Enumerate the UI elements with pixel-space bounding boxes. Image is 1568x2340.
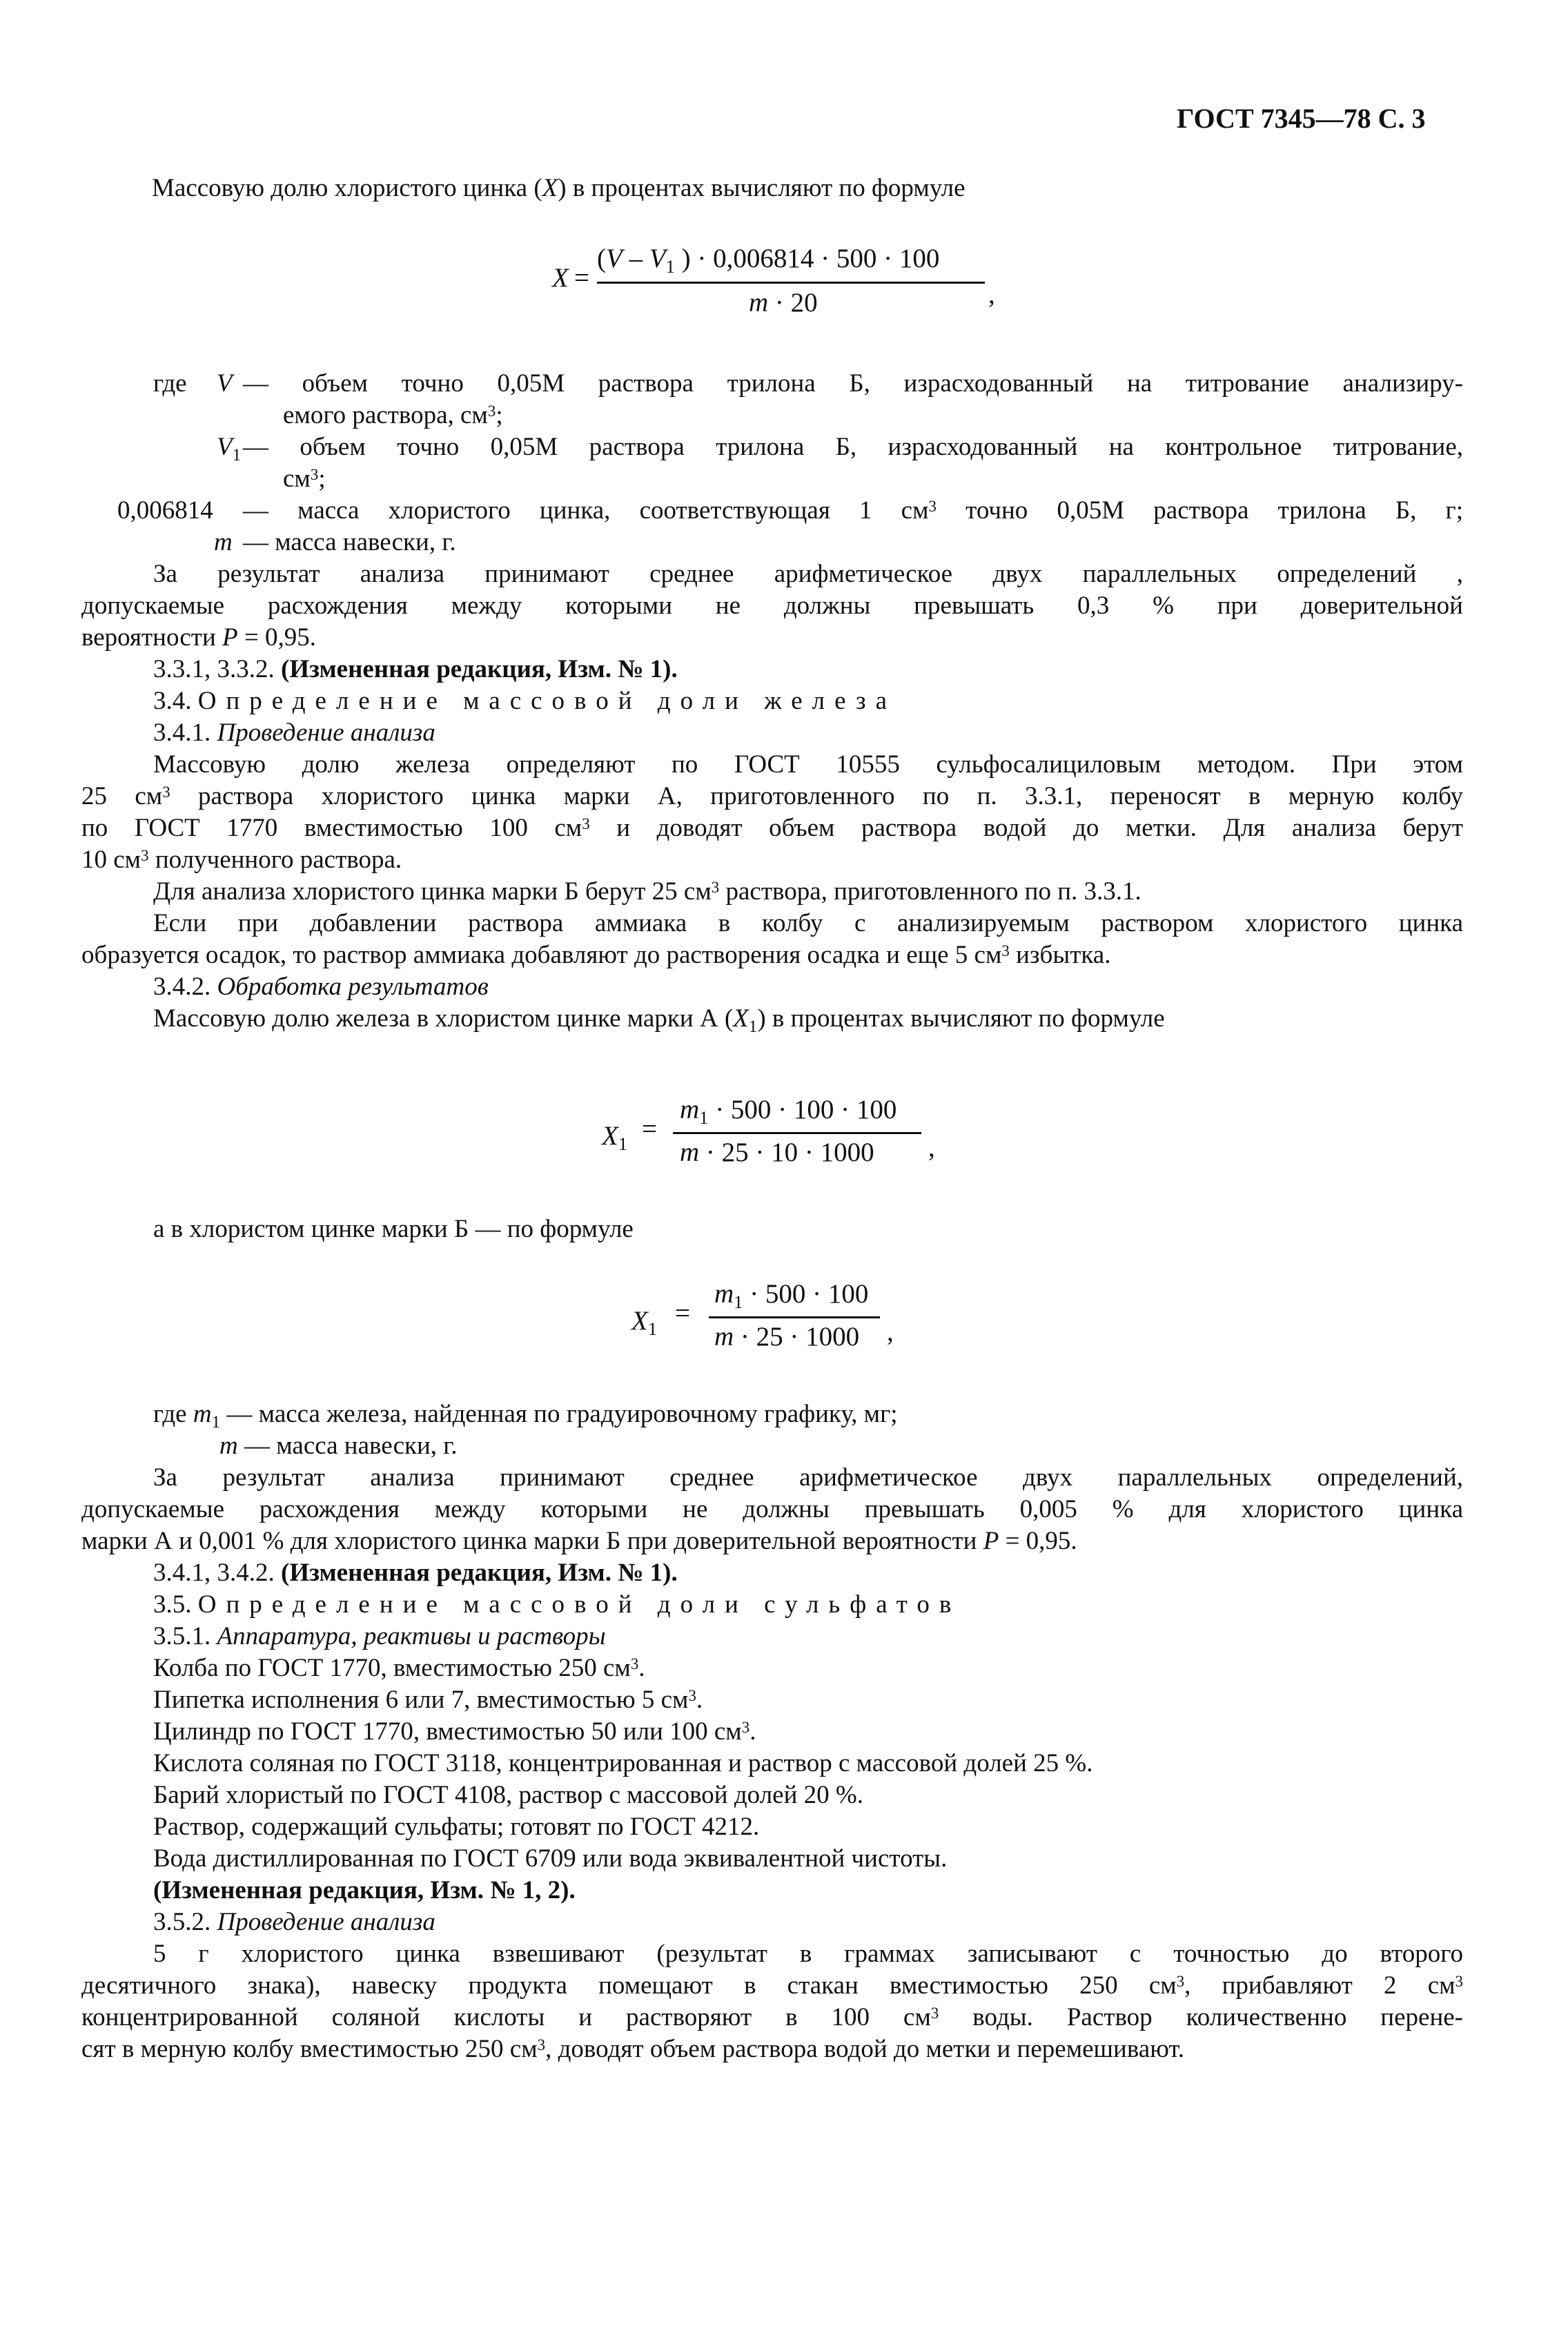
between-formulas: а в хлористом цинке марки Б — по формуле: [153, 1215, 634, 1243]
subsection-heading-3-4-2: 3.4.2. Обработка результатов: [153, 973, 489, 1001]
equipment-item: Колба по ГОСТ 1770, вместимостью 250 $см^3$.: [153, 1654, 645, 1682]
final-line2: десятичного знака), навеску продукта помещают в стакан вместимостью 250 $см^3$, прибавляют 2 $см^3$: [81, 1971, 1463, 2000]
formula3-comma: ,: [887, 1317, 894, 1347]
formula1-eq: =: [574, 263, 589, 293]
formula3-fraction-bar: [709, 1316, 880, 1318]
formula-intro: Массовую долю хлористого цинка (X) в процентах вычисляют по формуле: [152, 174, 966, 202]
result2-line2: допускаемые расхождения между которыми не должны превышать 0,005 % для хлористого цинка: [81, 1495, 1463, 1523]
final-line4: сят в мерную колбу вместимостью 250 $см^3$, доводят объем раствора водой до метки и перемешивают.: [81, 2035, 1185, 2063]
formula1-numerator: ($V - V_1$ ) · 0,006814 · 500 · 100: [597, 244, 940, 277]
formula2-numerator: $m_1 \cdot 500 \cdot 100 \cdot 100$: [680, 1095, 897, 1128]
equipment-item: Кислота соляная по ГОСТ 3118, концентрированная и раствор с массовой долей 25 %.: [153, 1749, 1093, 1777]
result1-line3: вероятности P = 0,95.: [81, 623, 317, 652]
amendment-note-351: (Измененная редакция, Изм. № 1, 2).: [153, 1876, 576, 1904]
formula1-fraction-bar: [597, 282, 985, 284]
formula3-eq: =: [675, 1298, 690, 1328]
amendment-note-3412: 3.4.1, 3.4.2. (Измененная редакция, Изм. № 1).: [153, 1559, 678, 1587]
formula3-numerator: $m_1 \cdot 500 \cdot 100$: [714, 1279, 869, 1312]
legend-v-symbol: V: [217, 369, 233, 398]
iron-line2: 25 $см^3$ раствора хлористого цинка марки А, приготовленного по п. 3.3.1, переносят в мерную колбу: [81, 782, 1463, 810]
legend-coefficient-line: — масса хлористого цинка, соответствующая 1 $см^3$ точно 0,05М раствора трилона Б, г;: [243, 496, 1463, 525]
legend2-m: m — масса навески, г.: [219, 1432, 458, 1460]
formula3-denominator: m · 25 · 1000: [714, 1322, 860, 1352]
legend-v1-line1: — объем точно 0,05М раствора трилона Б, израсходованный на контрольное титрование,: [243, 433, 1463, 461]
final-line1: 5 г хлористого цинка взвешивают (результат в граммах записывают с точностью до второго: [153, 1940, 1463, 1968]
equipment-item: Раствор, содержащий сульфаты; готовят по ГОСТ 4212.: [153, 1813, 760, 1841]
iron-calc-intro: Массовую долю железа в хлористом цинке марки А $(X_1)$ в процентах вычисляют по формуле: [153, 1004, 1165, 1036]
result2-line1: За результат анализа принимают среднее арифметическое двух параллельных определений,: [153, 1463, 1463, 1492]
equipment-item: Пипетка исполнения 6 или 7, вместимостью 5 $см^3$.: [153, 1686, 703, 1714]
iron-line3: по ГОСТ 1770 вместимостью 100 $см^3$ и доводят объем раствора водой до метки. Для анализа берут: [81, 814, 1463, 842]
legend-v1-symbol: $V_1$: [217, 433, 242, 465]
section-heading-3-4: 3.4. Определение массовой доли железа: [153, 687, 897, 715]
iron-line1: Массовую долю железа определяют по ГОСТ 10555 сульфосалициловым методом. При этом: [153, 750, 1463, 779]
amendment-note-331: 3.3.1, 3.3.2. (Измененная редакция, Изм. № 1).: [153, 655, 678, 683]
formula1-denominator: m · 20: [749, 288, 818, 318]
page-header: ГОСТ 7345—78 С. 3: [1177, 103, 1426, 134]
result1-line2: допускаемые расхождения между которыми не должны превышать 0,3 % при доверительной: [81, 592, 1463, 620]
legend-m-line: — масса навески, г.: [243, 528, 456, 556]
subsection-heading-3-4-1: 3.4.1. Проведение анализа: [153, 719, 435, 747]
formula2-eq: =: [642, 1114, 657, 1144]
result2-line3: марки А и 0,001 % для хлористого цинка марки Б при доверительной вероятности P = 0,95.: [81, 1527, 1077, 1555]
equipment-item: Цилиндр по ГОСТ 1770, вместимостью 50 или 100 $см^3$.: [153, 1717, 756, 1746]
iron-line6: Если при добавлении раствора аммиака в колбу с анализируемым раствором хлористого цинка: [153, 909, 1463, 937]
legend2-m1: где $m_1$ — масса железа, найденная по градуировочному графику, мг;: [153, 1400, 898, 1432]
formula2-lhs: $X_1$: [602, 1121, 628, 1154]
formula2-fraction-bar: [673, 1132, 921, 1134]
where-word: где: [153, 369, 187, 398]
result1-line1: За результат анализа принимают среднее арифметическое двух параллельных определений ,: [153, 560, 1463, 588]
iron-line7: образуется осадок, то раствор аммиака добавляют до растворения осадка и еще 5 $см^3$ избытка.: [81, 941, 1111, 969]
legend-v-line1: — объем точно 0,05М раствора трилона Б, израсходованный на титрование анализиру-: [243, 369, 1463, 398]
subsection-heading-3-5-2: 3.5.2. Проведение анализа: [153, 1908, 435, 1936]
iron-line4: 10 $см^3$ полученного раствора.: [81, 846, 402, 874]
formula1-lhs: X: [552, 263, 569, 293]
legend-v1-line2: $см^3$;: [283, 465, 326, 493]
section-heading-3-5: 3.5. Определение массовой доли сульфатов: [153, 1590, 961, 1619]
formula2-comma: ,: [928, 1133, 935, 1162]
legend-v-line2: емого раствора, $см^3$;: [283, 401, 503, 429]
subsection-heading-3-5-1: 3.5.1. Аппаратура, реактивы и растворы: [153, 1622, 606, 1650]
formula1-comma: ,: [988, 280, 995, 309]
formula3-lhs: $X_1$: [631, 1306, 658, 1339]
legend-coefficient: 0,006814: [117, 496, 213, 525]
final-line3: концентрированной соляной кислоты и растворяют в 100 $см^3$ воды. Раствор количественно перене-: [81, 2003, 1463, 2031]
legend-m-symbol: m: [214, 528, 233, 556]
equipment-item: Барий хлористый по ГОСТ 4108, раствор с массовой долей 20 %.: [153, 1781, 863, 1809]
formula2-denominator: m · 25 · 10 · 1000: [680, 1138, 874, 1167]
equipment-item: Вода дистиллированная по ГОСТ 6709 или вода эквивалентной чистоты.: [153, 1844, 948, 1873]
iron-line5: Для анализа хлористого цинка марки Б берут 25 $см^3$ раствора, приготовленного по п. 3.3.1.: [153, 877, 1141, 906]
